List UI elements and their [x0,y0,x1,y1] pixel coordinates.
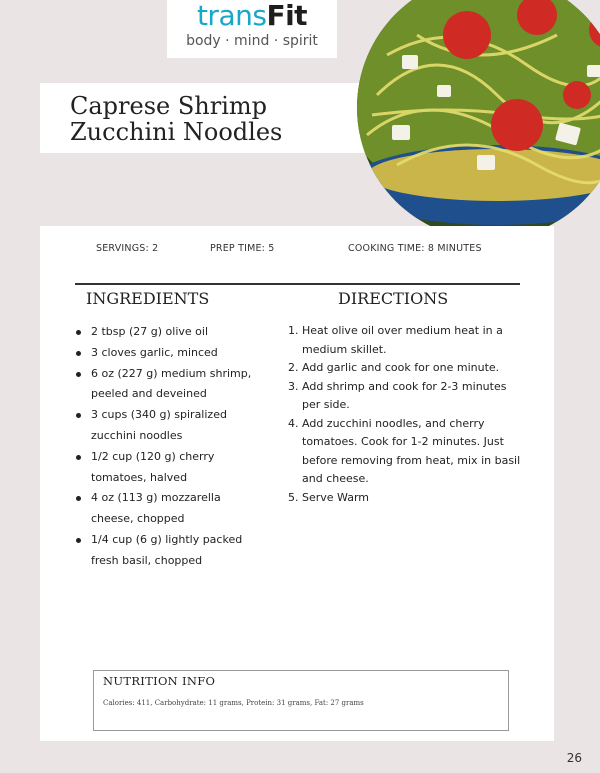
directions-heading: DIRECTIONS [338,289,449,308]
step-text: Add zucchini noodles, and cherry tomatoes. Cook for 1-2 minutes. Just before removing from heat, mix in basil and cheese. [302,416,521,485]
step-number: 5. [288,490,299,504]
dish-photo [357,0,600,240]
ingredient-item: 2 tbsp (27 g) olive oil [76,322,256,343]
nutrition-facts: Calories: 411, Carbohydrate: 11 grams, Protein: 31 grams, Fat: 27 grams [103,699,364,707]
page-number: 26 [566,751,582,765]
ingredient-item: 4 oz (113 g) mozzarella cheese, chopped [76,488,256,530]
section-divider [75,283,520,285]
step-number: 2. [288,361,299,374]
servings-label: SERVINGS: 2 [96,243,159,254]
direction-step [288,415,528,489]
step-text: Heat olive oil over medium heat in a medium skillet. [302,324,503,356]
step-number: 3. [288,379,299,393]
step-text: Serve Warm [302,490,370,504]
nutrition-title: NUTRITION INFO [103,674,216,688]
direction-step [288,359,528,378]
logo-wordmark [167,1,337,31]
title-line-1: Caprese Shrimp [70,92,268,120]
step-number: 4. [288,416,299,430]
logo-tagline: body · mind · spirit [186,33,318,49]
ingredient-item: 1/4 cup (6 g) lightly packed fresh basil, chopped [76,530,256,572]
logo-word-trans: trans [196,0,267,32]
ingredients-heading: INGREDIENTS [86,289,210,308]
brand-logo [167,0,337,58]
ingredient-item: 3 cups (340 g) spiralized zucchini noodles [76,405,256,447]
directions-list [288,322,528,507]
dish-photo-illustration [357,0,600,240]
recipe-card [40,226,554,741]
ingredients-list [76,322,256,572]
step-number: 1. [288,324,299,337]
prep-time-label: PREP TIME: 5 [210,243,275,254]
direction-step [288,322,528,359]
title-panel [40,83,400,153]
step-text: Add garlic and cook for one minute. [302,361,500,374]
direction-step [288,378,528,415]
logo-word-fit: Fit [266,0,308,32]
ingredient-item: 6 oz (227 g) medium shrimp, peeled and deveined [76,364,256,406]
recipe-title [70,93,282,145]
title-line-2: Zucchini Noodles [70,118,283,146]
step-text: Add shrimp and cook for 2-3 minutes per side. [302,379,507,411]
direction-step [288,489,528,508]
cooking-time-label: COOKING TIME: 8 MINUTES [348,243,482,254]
ingredient-item: 3 cloves garlic, minced [76,343,256,364]
nutrition-box [93,670,509,731]
ingredient-item: 1/2 cup (120 g) cherry tomatoes, halved [76,447,256,489]
